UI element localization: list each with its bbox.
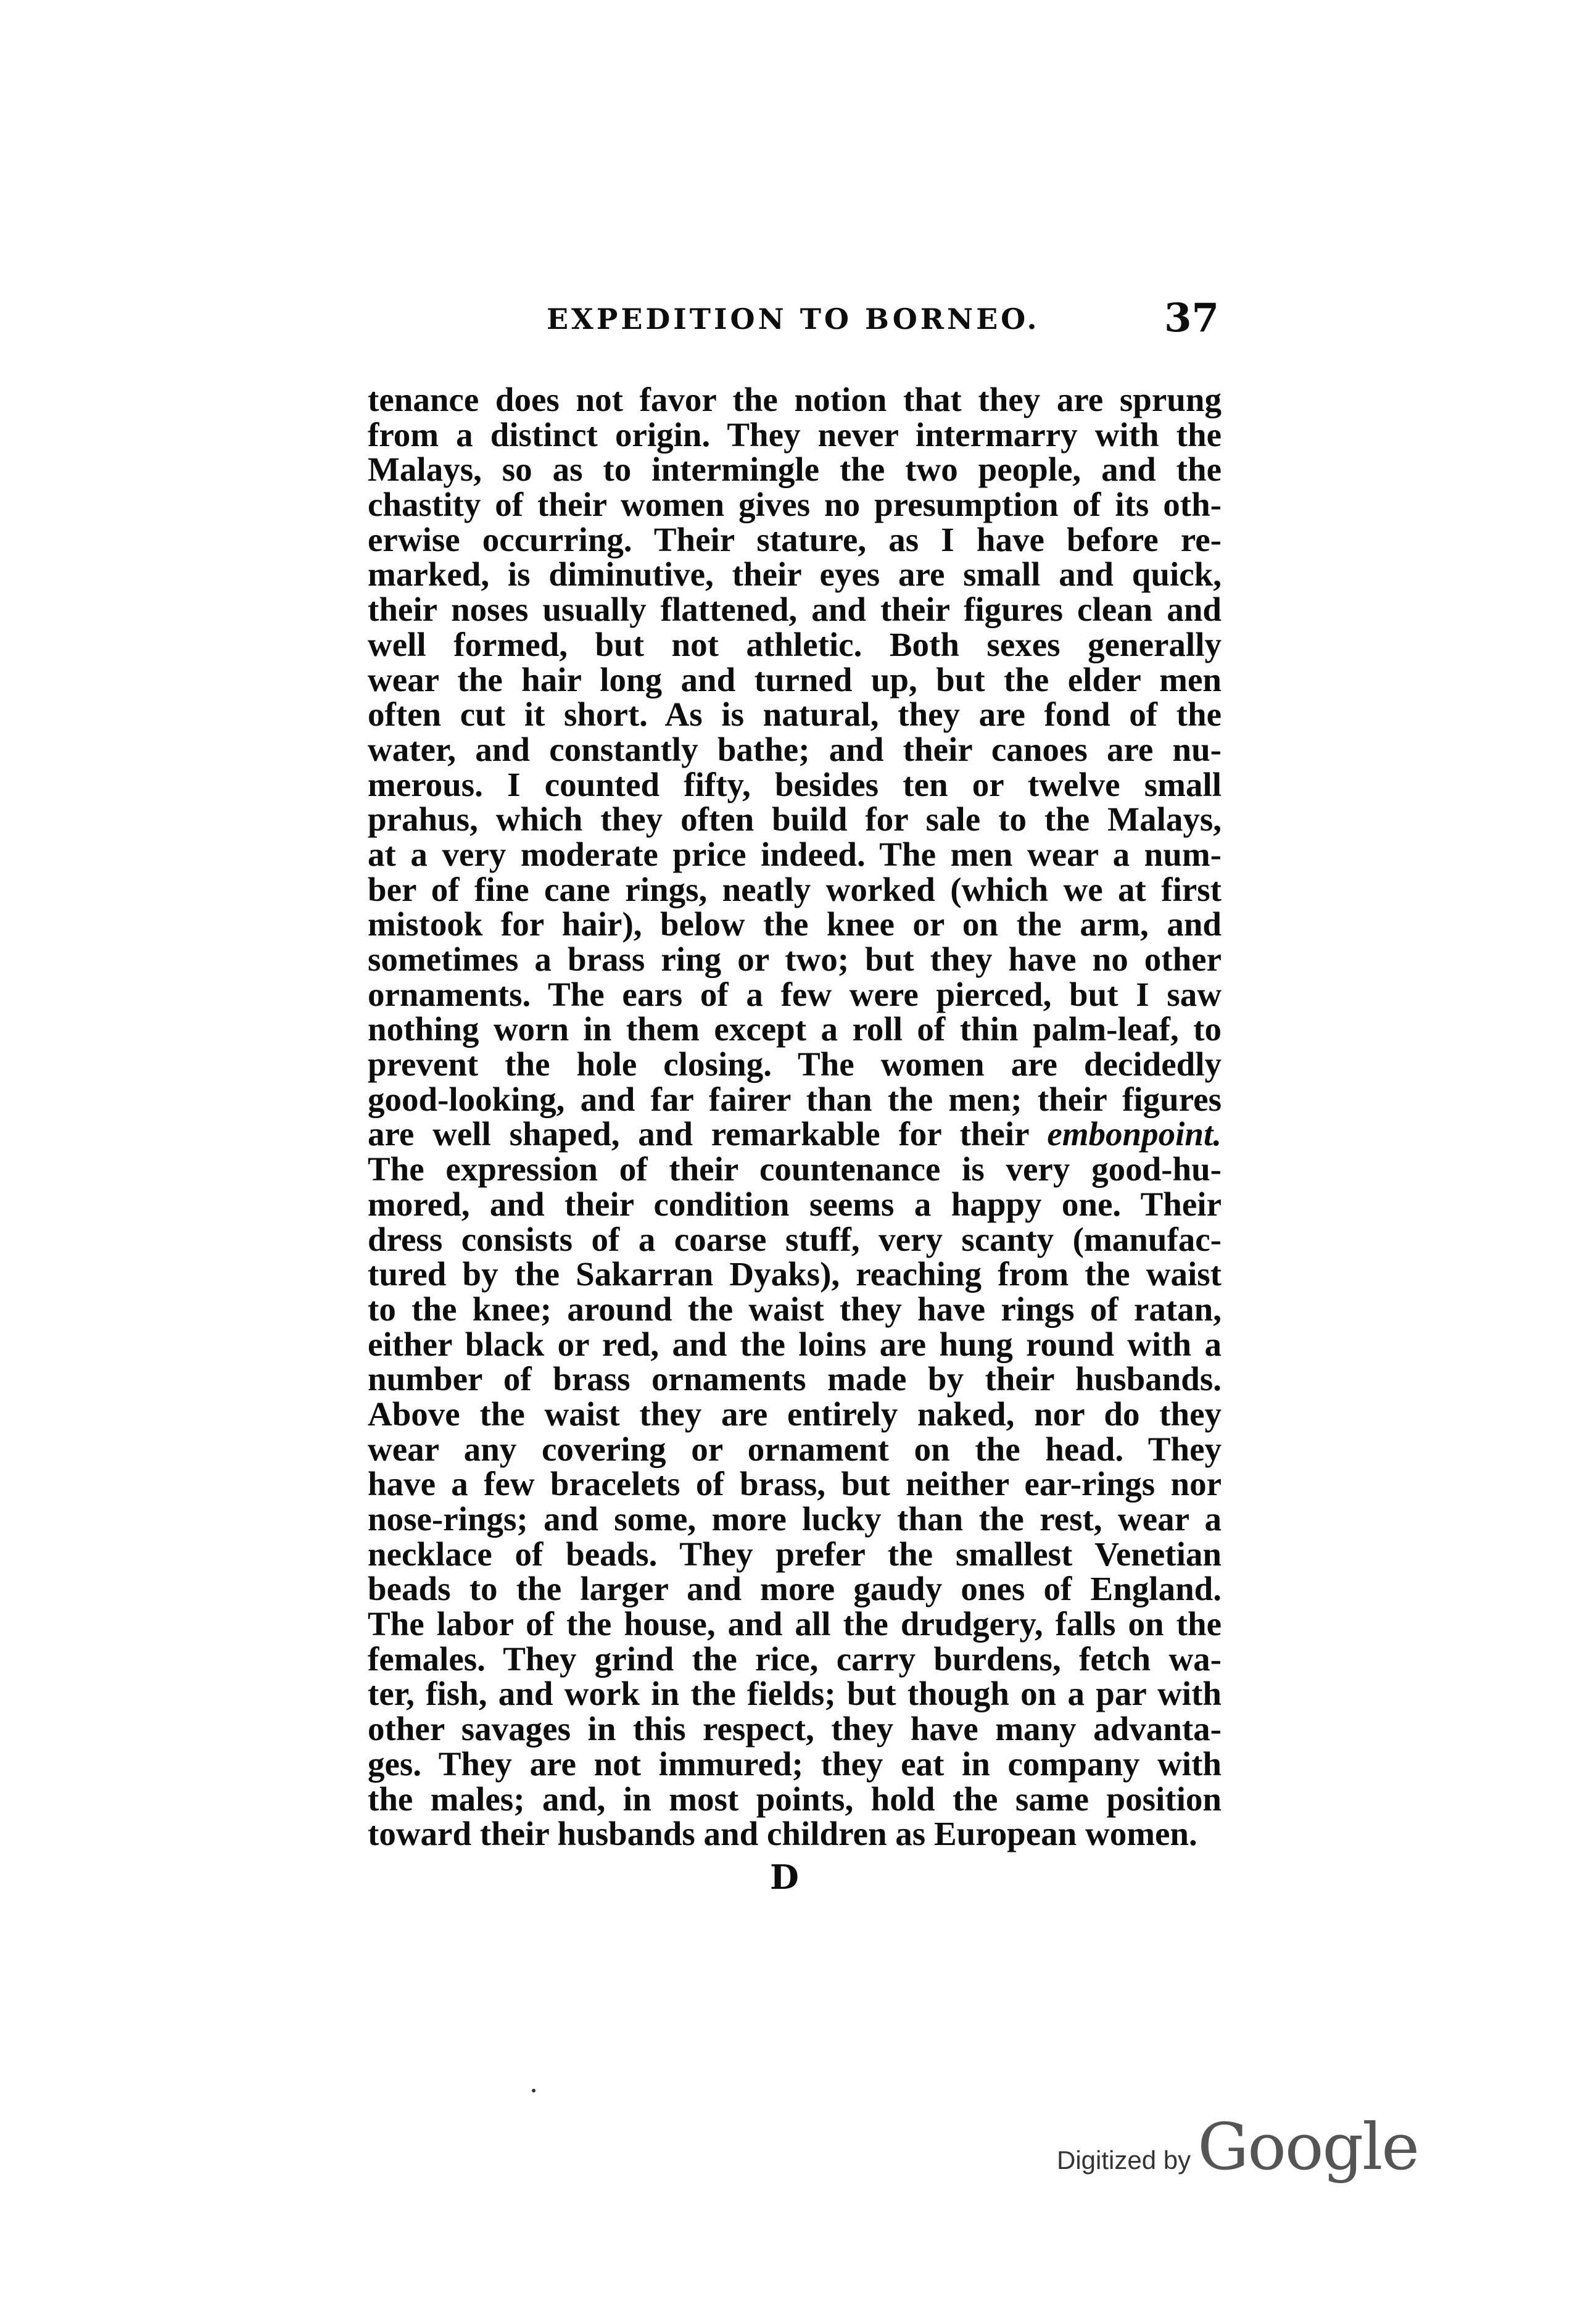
text-line: The labor of the house, and all the drudgery, falls on the (368, 1605, 1222, 1643)
text-line: are well shaped, and remarkable for their embonpoint. (368, 1115, 1222, 1153)
text-line: The expression of their countenance is very good-hu- (368, 1150, 1222, 1188)
text-line: other savages in this respect, they have many advanta- (368, 1710, 1222, 1748)
text-line: from a distinct origin. They never intermarry with the (368, 415, 1222, 454)
text-line: Malays, so as to intermingle the two people, and the (368, 450, 1222, 489)
page-number: 37 (1164, 295, 1219, 341)
text-line: either black or red, and the loins are hung round with a (368, 1325, 1222, 1363)
text-line: to the knee; around the waist they have rings of ratan, (368, 1290, 1222, 1328)
text-line: wear the hair long and turned up, but the elder men (368, 660, 1222, 699)
text-line: prahus, which they often build for sale to the Malays, (368, 800, 1222, 839)
text-line: marked, is diminutive, their eyes are small and quick, (368, 555, 1222, 594)
italic-word: embonpoint. (1047, 1115, 1222, 1153)
text-line: at a very moderate price indeed. The men wear a num- (368, 835, 1222, 873)
text-line: sometimes a brass ring or two; but they have no other (368, 940, 1222, 978)
text-line: nothing worn in them except a roll of thin palm-leaf, to (368, 1010, 1222, 1048)
text-line: females. They grind the rice, carry burdens, fetch wa- (368, 1640, 1222, 1678)
text-line: prevent the hole closing. The women are decidedly (368, 1045, 1222, 1084)
text-line: number of brass ornaments made by their husbands. (368, 1360, 1222, 1398)
google-wordmark: Google (1197, 2109, 1418, 2184)
stray-dot (532, 2089, 535, 2092)
text-line: tenance does not favor the notion that they are sprung (368, 381, 1222, 418)
running-head (368, 295, 1222, 344)
text-line: beads to the larger and more gaudy ones of England. (368, 1570, 1222, 1608)
text-line: ter, fish, and work in the fields; but though on a par with (368, 1675, 1222, 1713)
text-line: well formed, but not athletic. Both sexes generally (368, 625, 1222, 663)
text-line: their noses usually flattened, and their figures clean and (368, 591, 1222, 629)
text-line: Above the waist they are entirely naked, nor do they (368, 1395, 1222, 1433)
text-line: nose-rings; and some, more lucky than the rest, wear a (368, 1500, 1222, 1538)
running-title: EXPEDITION TO BORNEO. (547, 302, 1040, 336)
text-line: ornaments. The ears of a few were pierced, but I saw (368, 975, 1222, 1013)
text-line: ber of fine cane rings, neatly worked (which we at first (368, 870, 1222, 908)
text-line: merous. I counted fifty, besides ten or twelve small (368, 765, 1222, 803)
text-line: ges. They are not immured; they eat in company with (368, 1744, 1222, 1783)
text-line: toward their husbands and children as European women. (368, 1815, 1197, 1853)
text-line: have a few bracelets of brass, but neither ear-rings nor (368, 1465, 1222, 1503)
body-text (368, 383, 1222, 1852)
digitized-by-google-watermark (1057, 2109, 1418, 2183)
text-line: mistook for hair), below the knee or on the arm, and (368, 905, 1222, 943)
text-line: dress consists of a coarse stuff, very scanty (manufac- (368, 1220, 1222, 1258)
signature-mark: D (770, 1857, 799, 1897)
text-line: necklace of beads. They prefer the smallest Venetian (368, 1535, 1222, 1573)
text-line: erwise occurring. Their stature, as I have before re- (368, 520, 1222, 558)
text-line: good-looking, and far fairer than the men; their figures (368, 1080, 1222, 1118)
text-line: the males; and, in most points, hold the same position (368, 1780, 1222, 1818)
text-line: mored, and their condition seems a happy one. Their (368, 1185, 1222, 1223)
text-line: tured by the Sakarran Dyaks), reaching from the waist (368, 1255, 1222, 1293)
text-line: chastity of their women gives no presumption of its oth- (368, 486, 1222, 524)
text-line: water, and constantly bathe; and their canoes are nu- (368, 730, 1222, 768)
text-line: often cut it short. As is natural, they are fond of the (368, 695, 1222, 734)
text-line: wear any covering or ornament on the head. They (368, 1430, 1222, 1468)
digitized-by-label: Digitized by (1057, 2146, 1191, 2175)
